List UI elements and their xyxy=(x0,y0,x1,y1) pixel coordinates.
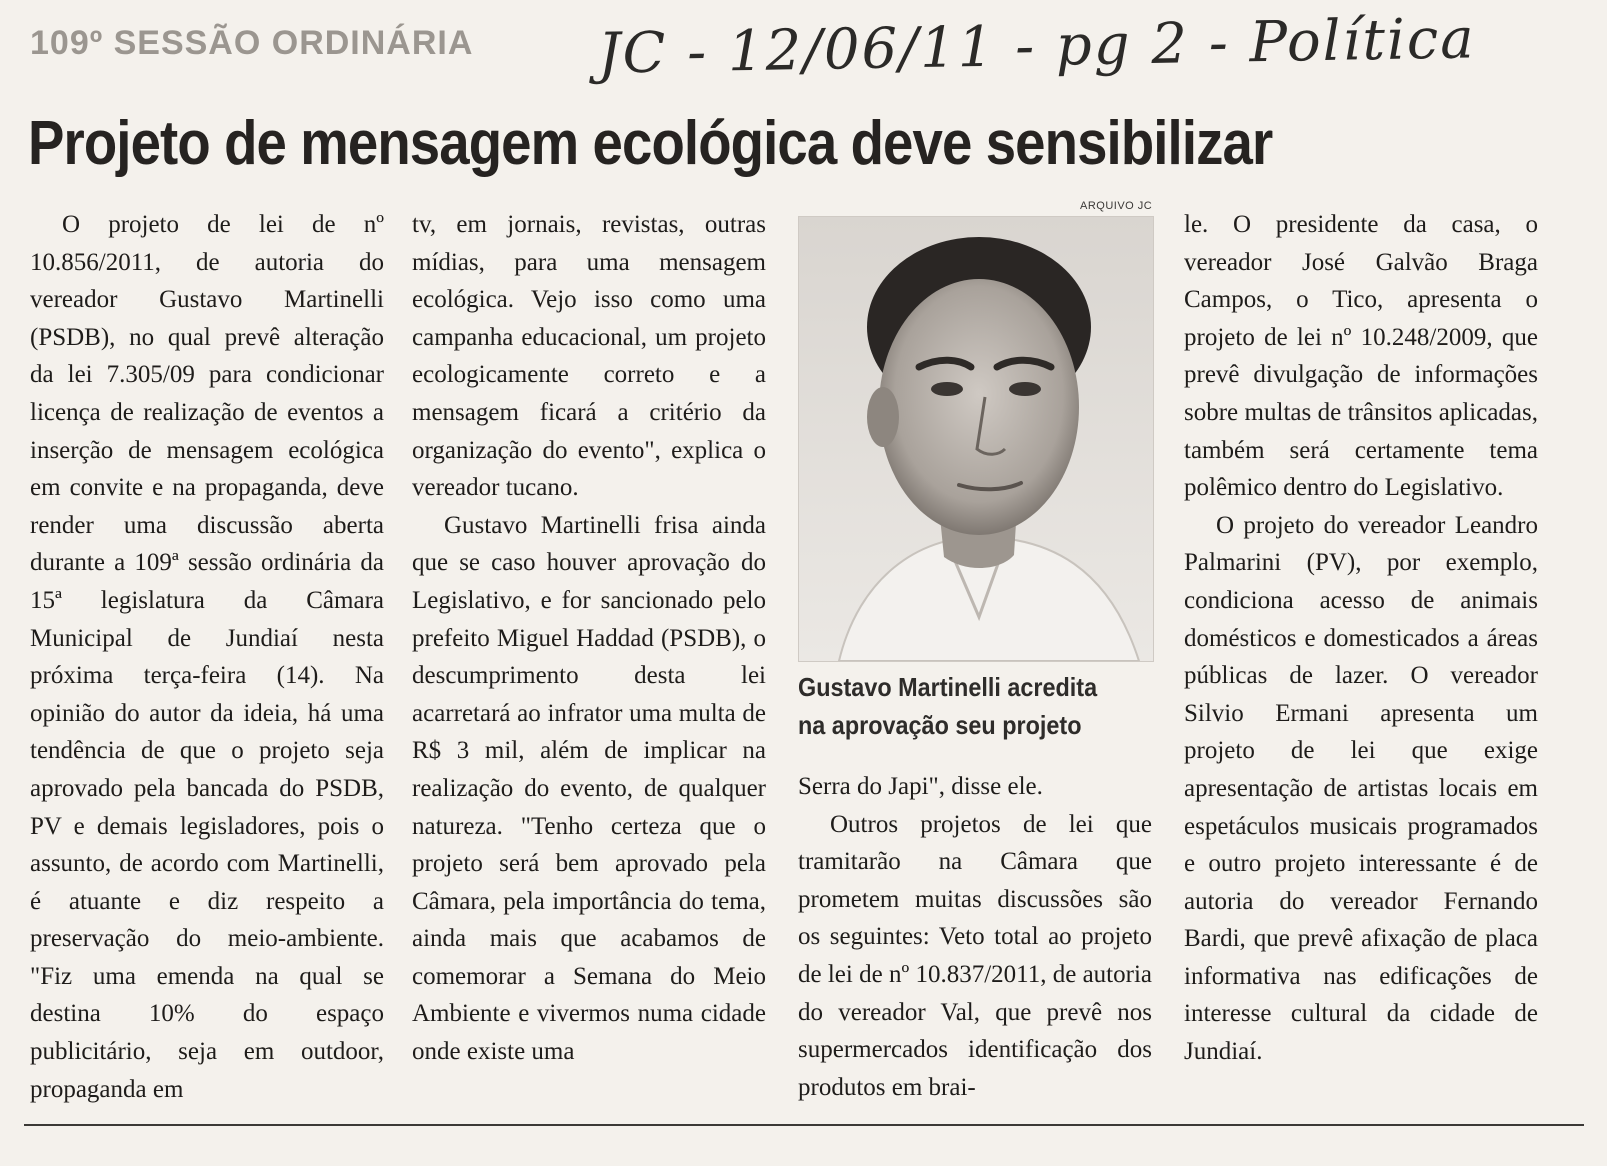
paragraph: Outros projetos de lei que tramitarão na Câmara que prometem muitas discussões são os seguintes: Veto total ao projeto de lei de nº 10.837/2011, de autoria do vereador Val, que prevê nos supermercados identificação dos produtos em brai- xyxy=(798,810,1152,1101)
article-column-3 xyxy=(798,768,1152,1106)
article-column-2 xyxy=(412,206,766,1071)
paragraph: O projeto de lei de nº 10.856/2011, de autoria do vereador Gustavo Martinelli (PSDB), no qual prevê alteração da lei 7.305/09 para condicionar licença de realização de eventos a inserção de mensagem ecológica em convite e na propaganda, deve render uma discussão aberta durante a 109ª sessão ordinária da 15ª legislatura da Câmara Municipal de Jundiaí nesta próxima terça-feira (14). Na opinião do autor da ideia, há uma tendência de que o projeto seja aprovado pela bancada do PSDB, PV e demais legisladores, pois o assunto, de acordo com Martinelli, é atuante e diz respeito a preservação do meio-ambiente. "Fiz uma emenda na qual se destina 10% do espaço publicitário, seja em outdoor, propaganda em xyxy=(30,211,384,1103)
paragraph: tv, em jornais, revistas, outras mídias, para uma mensagem ecológica. Vejo isso como uma campanha educacional, um projeto ecologicamente correto e a mensagem ficará a critério da organização do evento", explica o vereador tucano. xyxy=(412,211,766,502)
handwritten-annotation: JC - 12/06/11 - pg 2 - Política xyxy=(597,6,1477,87)
photo-caption: Gustavo Martinelli acredita na aprovação seu projeto xyxy=(798,672,1098,740)
portrait-photo xyxy=(798,216,1154,662)
section-kicker: 109º SESSÃO ORDINÁRIA xyxy=(30,24,474,62)
bottom-rule xyxy=(24,1124,1584,1126)
portrait-illustration xyxy=(799,217,1153,661)
paragraph: Serra do Japi", disse ele. xyxy=(798,773,1043,800)
paragraph: Gustavo Martinelli frisa ainda que se caso houver aprovação do Legislativo, e for sancionado pelo prefeito Miguel Haddad (PSDB), o descumprimento desta lei acarretará ao infrator uma multa de R$ 3 mil, além de implicar na realização do evento, de qualquer natureza. "Tenho certeza que o projeto será bem aprovado pela Câmara, pela importância do tema, ainda mais que acabamos de comemorar a Semana do Meio Ambiente e vivermos numa cidade onde existe uma xyxy=(412,511,766,1066)
paragraph: O projeto do vereador Leandro Palmarini (PV), por exemplo, condiciona acesso de animais domésticos e domesticados a áreas públicas de lazer. O vereador Silvio Ermani apresenta um projeto de lei que exige apresentação de artistas locais em espetáculos musicais programados e outro projeto interessante é de autoria do vereador Fernando Bardi, que prevê afixação de placa informativa nas edificações de interesse cultural da cidade de Jundiaí. xyxy=(1184,511,1538,1066)
article-headline: Projeto de mensagem ecológica deve sensibilizar xyxy=(28,109,1273,178)
article-column-4 xyxy=(1184,206,1538,1071)
paragraph: le. O presidente da casa, o vereador José Galvão Braga Campos, o Tico, apresenta o projeto de lei nº 10.248/2009, que prevê divulgação de informações sobre multas de trânsitos aplicadas, também será certamente tema polêmico dentro do Legislativo. xyxy=(1184,211,1538,502)
photo-credit: ARQUIVO JC xyxy=(1080,200,1153,212)
article-column-1 xyxy=(30,206,384,1108)
